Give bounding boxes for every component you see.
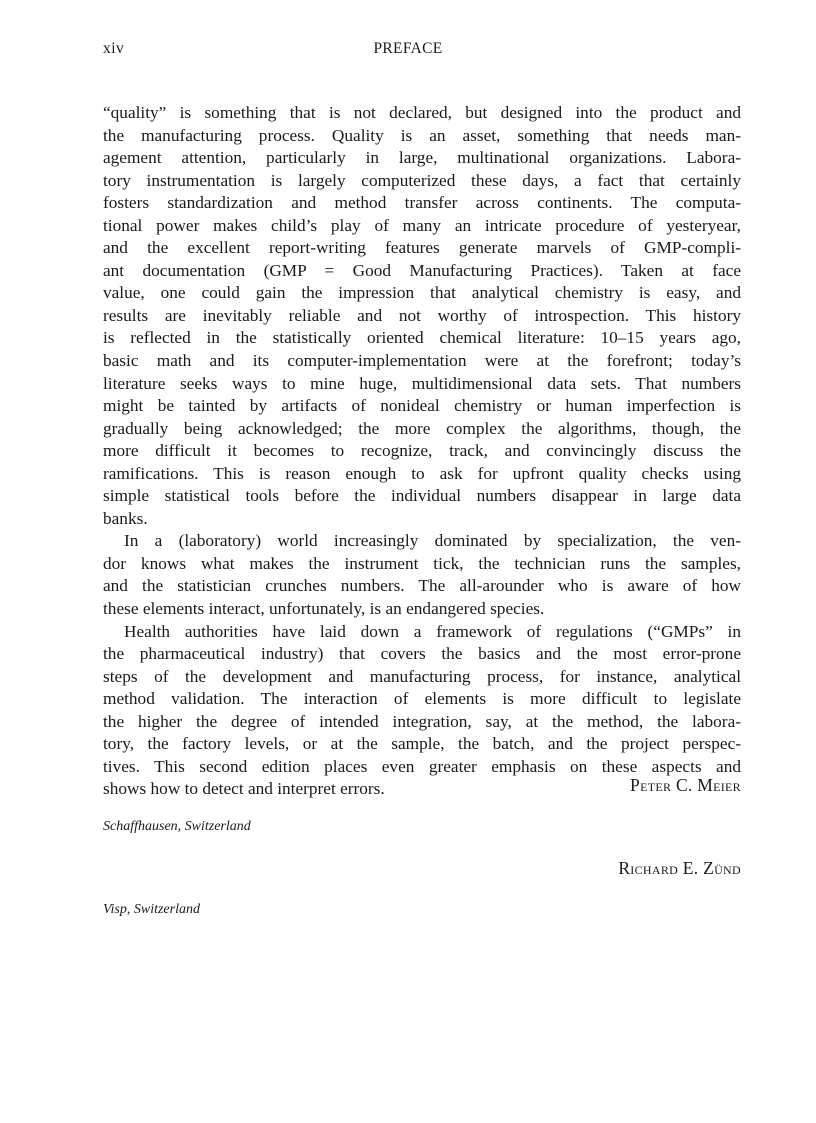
paragraph-line: In a (laboratory) world increasingly dominated by specialization, the ven- [124, 531, 741, 551]
paragraph-line: banks. [103, 508, 148, 528]
paragraph-line: tory, the factory levels, or at the sample, the batch, and the project perspec- [103, 734, 741, 754]
paragraph-line: literature seeks ways to mine huge, multidimensional data sets. That numbers [103, 373, 741, 393]
paragraph-line: results are inevitably reliable and not worthy of introspection. This history [103, 305, 741, 325]
paragraph-line: basic math and its computer-implementation were at the forefront; today’s [103, 351, 741, 371]
paragraph-line: ramifications. This is reason enough to ask for upfront quality checks using [103, 463, 741, 483]
paragraph-line: might be tainted by artifacts of nonideal chemistry or human imperfection is [103, 396, 741, 416]
paragraph-line: the pharmaceutical industry) that covers the basics and the most error-prone [103, 644, 741, 664]
paragraph-line: dor knows what makes the instrument tick, the technician runs the samples, [103, 553, 741, 573]
paragraph-line: shows how to detect and interpret errors. [103, 779, 385, 799]
paragraph-line: value, one could gain the impression that analytical chemistry is easy, and [103, 283, 741, 303]
paragraph-line: Health authorities have laid down a framework of regulations (“GMPs” in [124, 621, 741, 641]
paragraph-line: ant documentation (GMP = Good Manufacturing Practices). Taken at face [103, 260, 741, 280]
paragraph-line: tory instrumentation is largely computerized these days, a fact that certainly [103, 170, 741, 190]
paragraph-line: tional power makes child’s play of many an intricate procedure of yesteryear, [103, 215, 741, 235]
author-place-meier: Schaffhausen, Switzerland [103, 819, 251, 834]
author-signature-zund: Richard E. Zünd [618, 858, 741, 878]
page-number: xiv [103, 40, 125, 57]
paragraph-line: these elements interact, unfortunately, is an endangered species. [103, 599, 545, 619]
author-place-zund: Visp, Switzerland [103, 902, 200, 917]
paragraph-line: and the statistician crunches numbers. The all-arounder who is aware of how [103, 576, 741, 596]
paragraph-line: tives. This second edition places even greater emphasis on these aspects and [103, 756, 741, 776]
paragraph-line: the higher the degree of intended integration, say, at the method, the labora- [103, 711, 741, 731]
paragraph-line: is reflected in the statistically oriented chemical literature: 10–15 years ago, [103, 328, 741, 348]
preface-body [103, 102, 741, 801]
paragraph-line: fosters standardization and method transfer across continents. The computa- [103, 193, 741, 213]
paragraph-line: and the excellent report-writing features generate marvels of GMP-compli- [103, 238, 741, 258]
paragraph-line: simple statistical tools before the individual numbers disappear in large data [103, 486, 741, 506]
paragraph-line: more difficult it becomes to recognize, track, and convincingly discuss the [103, 441, 741, 461]
paragraph-line: “quality” is something that is not declared, but designed into the product and [103, 103, 741, 122]
paragraph-line: agement attention, particularly in large, multinational organizations. Labora- [103, 148, 741, 168]
paragraph-line: gradually being acknowledged; the more complex the algorithms, though, the [103, 418, 741, 438]
paragraph-line: the manufacturing process. Quality is an asset, something that needs man- [103, 125, 741, 145]
running-head: PREFACE [373, 40, 443, 57]
author-signature-meier: Peter C. Meier [630, 775, 741, 795]
paragraph-line: steps of the development and manufacturing process, for instance, analytical [103, 666, 741, 686]
paragraph-line: method validation. The interaction of elements is more difficult to legislate [103, 689, 741, 709]
